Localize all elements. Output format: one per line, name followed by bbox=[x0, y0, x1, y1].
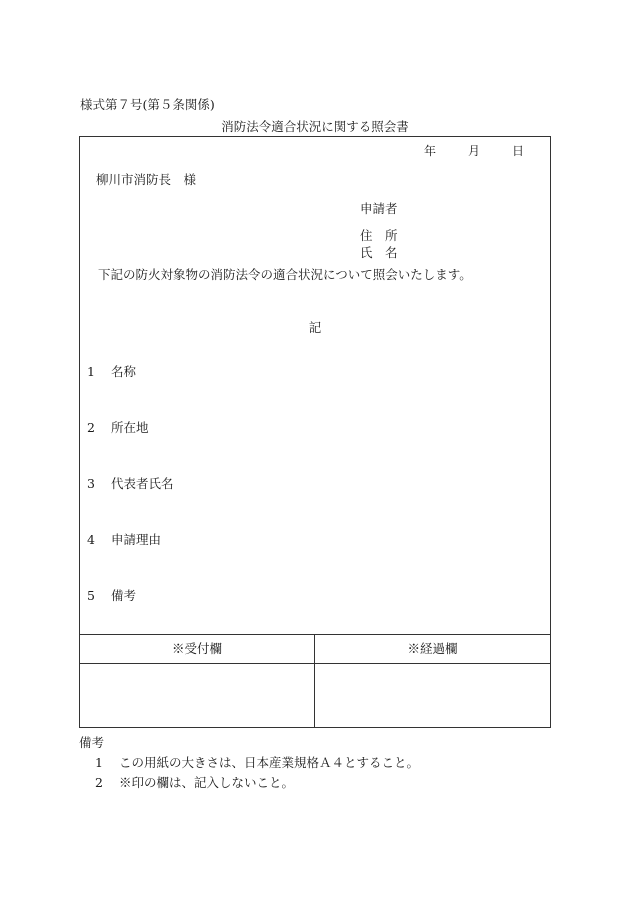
name-label: 氏 名 bbox=[360, 245, 398, 260]
applicant-label: 申請者 bbox=[360, 201, 398, 216]
item-number: 1 bbox=[87, 364, 95, 379]
form-number: 様式第７号(第５条関係) bbox=[80, 97, 215, 112]
note-text: この用紙の大きさは、日本産業規格Ａ４とすること。 bbox=[119, 755, 420, 770]
date-year-label: 年 bbox=[423, 144, 436, 158]
reception-column-header: ※受付欄 bbox=[80, 635, 314, 664]
item-label: 所在地 bbox=[111, 420, 149, 435]
item-number: 4 bbox=[87, 532, 95, 547]
note-number: 2 bbox=[95, 775, 103, 790]
office-use-area bbox=[80, 634, 550, 728]
record-heading: 記 bbox=[308, 320, 322, 335]
item-name bbox=[87, 362, 136, 380]
notes-title: 備考 bbox=[79, 735, 105, 750]
item-reason bbox=[87, 530, 161, 548]
form-box bbox=[79, 136, 551, 728]
address-label: 住 所 bbox=[360, 228, 398, 243]
item-number: 2 bbox=[87, 420, 95, 435]
note-item bbox=[95, 753, 419, 771]
item-location bbox=[87, 418, 149, 436]
date-row bbox=[424, 142, 524, 159]
item-label: 名称 bbox=[111, 364, 137, 379]
request-statement: 下記の防火対象物の消防法令の適合状況について照会いたします。 bbox=[98, 267, 472, 282]
date-month-label: 月 bbox=[467, 144, 480, 158]
item-number: 5 bbox=[87, 588, 95, 603]
note-item bbox=[95, 773, 294, 791]
document-title: 消防法令適合状況に関する照会書 bbox=[221, 119, 409, 134]
item-remarks bbox=[87, 586, 136, 604]
item-label: 代表者氏名 bbox=[111, 476, 174, 491]
reception-column bbox=[80, 635, 315, 728]
item-number: 3 bbox=[87, 476, 95, 491]
progress-column-header: ※経過欄 bbox=[315, 635, 550, 664]
note-number: 1 bbox=[95, 755, 103, 770]
item-label: 備考 bbox=[111, 588, 137, 603]
date-day-label: 日 bbox=[511, 144, 524, 158]
addressee: 柳川市消防長 様 bbox=[96, 172, 197, 187]
item-label: 申請理由 bbox=[111, 532, 162, 547]
progress-column bbox=[315, 635, 550, 728]
item-representative bbox=[87, 474, 174, 492]
note-text: ※印の欄は、記入しないこと。 bbox=[119, 775, 295, 790]
